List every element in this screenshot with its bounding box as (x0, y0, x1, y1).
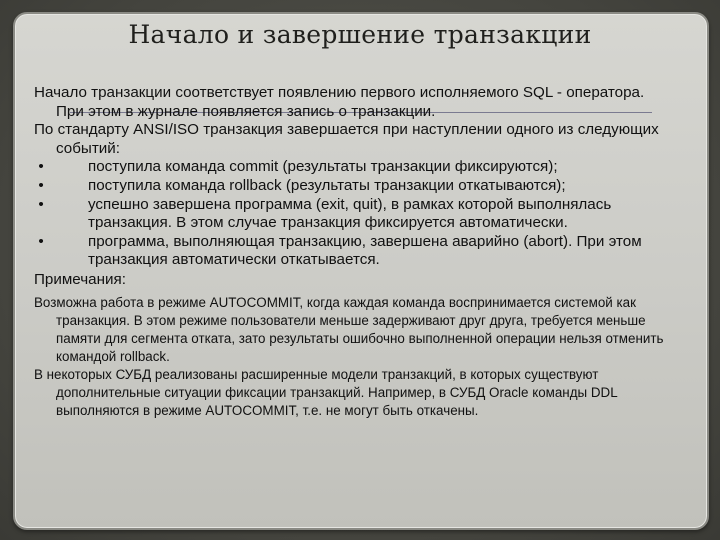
bullet-dot-icon: • (38, 176, 44, 194)
bullet-text: успешно завершена программа (exit, quit), в рамках которой выполнялась транзакция. В этом случае транзакция фиксируется автоматически. (88, 195, 612, 232)
bullet-text: поступила команда rollback (результаты транзакции откатываются); (88, 176, 566, 194)
bullet-item (34, 158, 674, 177)
bullet-dot-icon: • (38, 158, 44, 176)
bullet-dot-icon: • (38, 195, 44, 213)
bullet-text: программа, выполняющая транзакцию, завершена аварийно (abort). При этом транзакция автоматически откатывается. (88, 232, 642, 269)
bullet-item (34, 177, 674, 196)
slide-body (34, 84, 674, 420)
notes-colon: : (121, 270, 126, 288)
bullet-item (34, 196, 674, 233)
intro-paragraph: Начало транзакции соответствует появлению первого исполняемого SQL - оператора. При этом в журнале появляется запись о транзакции. (34, 84, 645, 120)
bullet-dot-icon: • (38, 232, 44, 250)
note-paragraph: Возможна работа в режиме AUTOCOMMIT, когда каждая команда воспринимается системой как транзакция. В этом режиме пользователи меньше задерживают друг друга, требуется меньше памяти для сегмента отката, зато результаты ошибочно выполненной операции нельзя отменить командой rollback. (34, 294, 664, 364)
slide-title: Начало и завершение транзакции (128, 20, 592, 49)
notes-label: Примечания (34, 270, 122, 288)
bullet-item (34, 233, 674, 270)
standard-paragraph: По стандарту ANSI/ISO транзакция завершается при наступлении одного из следующих событий: (34, 121, 659, 157)
notes-heading (34, 270, 674, 290)
bullet-text: поступила команда commit (результаты транзакции фиксируются); (88, 158, 558, 176)
note-paragraph: В некоторых СУБД реализованы расширенные модели транзакций, в которых существуют дополнительные ситуации фиксации транзакций. Например, в СУБД Oracle команды DDL выполняются в режиме AUTOCOMMIT, т.е. не могут быть откачены. (34, 366, 618, 418)
